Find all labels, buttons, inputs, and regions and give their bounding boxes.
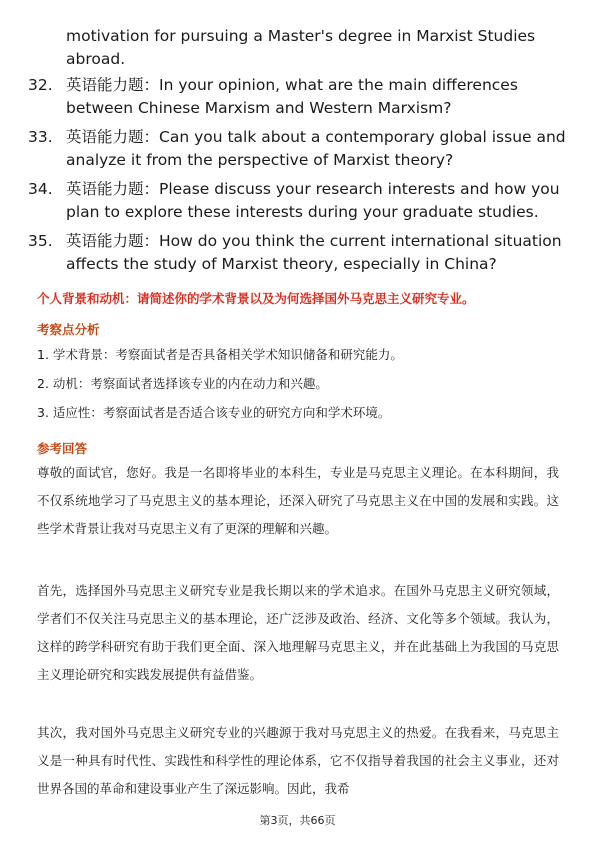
answer-paragraph: 尊敬的面试官，您好。我是一名即将毕业的本科生，专业是马克思主义理论。在本科期间，我不仅系统地学习了马克思主义的基本理论，还深入研究了马克思主义在中国的发展和实践。这些学术背景让我对马克思主义有了更深的理解和兴趣。 xyxy=(37,465,559,536)
continued-question-text: motivation for pursuing a Master's degree in Marxist Studies abroad. xyxy=(66,27,536,68)
answer-heading: 参考回答 xyxy=(37,441,88,456)
question-number: 33. xyxy=(28,128,53,146)
analysis-point: 3. 适应性：考察面试者是否适合该专业的研究方向和学术环境。 xyxy=(37,405,391,420)
question-text: 英语能力题：How do you think the current international situation affects the study of Marxist theory, especially in China? xyxy=(66,232,562,273)
answer-paragraph: 首先，选择国外马克思主义研究专业是我长期以来的学术追求。在国外马克思主义研究领域，学者们不仅关注马克思主义的基本理论，还广泛涉及政治、经济、文化等多个领域。我认为，这样的跨学科研究有助于我们更全面、深入地理解马克思主义，并在此基础上为我国的马克思主义理论研究和实践发展提供有益借鉴。 xyxy=(37,583,559,682)
question-number: 34. xyxy=(28,180,53,198)
answer-paragraph: 其次，我对国外马克思主义研究专业的兴趣源于我对马克思主义的热爱。在我看来，马克思主义是一种具有时代性、实践性和科学性的理论体系，它不仅指导着我国的社会主义事业，还对世界各国的革命和建设事业产生了深远影响。因此，我希 xyxy=(37,725,559,796)
question-number: 35. xyxy=(28,232,53,250)
analysis-point: 2. 动机：考察面试者选择该专业的内在动力和兴趣。 xyxy=(37,376,328,391)
question-text: 英语能力题：In your opinion, what are the main differences between Chinese Marxism and Western Marxism? xyxy=(66,76,518,117)
page-number-footer: 第3页，共66页 xyxy=(259,814,336,827)
question-text: 英语能力题：Can you talk about a contemporary global issue and analyze it from the perspective of Marxist theory? xyxy=(66,128,566,169)
question-number: 32. xyxy=(28,76,53,94)
analysis-heading: 考察点分析 xyxy=(37,322,100,337)
section-title: 个人背景和动机：请简述你的学术背景以及为何选择国外马克思主义研究专业。 xyxy=(37,291,475,306)
question-text: 英语能力题：Please discuss your research interests and how you plan to explore these interests during your graduate studies. xyxy=(66,180,560,221)
analysis-point: 1. 学术背景：考察面试者是否具备相关学术知识储备和研究能力。 xyxy=(37,347,403,362)
